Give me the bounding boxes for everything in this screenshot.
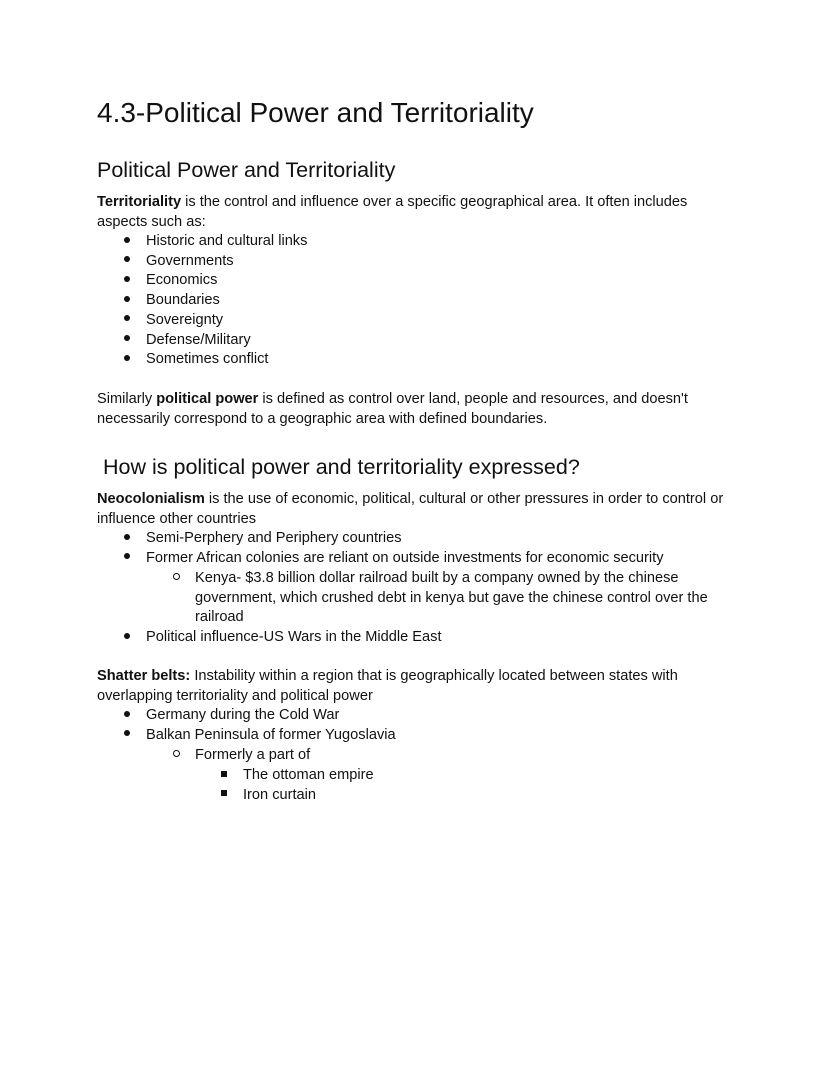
bullet-square-icon [219,786,229,806]
political-power-definition: is defined as control over land, people and resources, and doesn't necessarily correspond to a geographic area with defined boundaries. [97,391,688,427]
yugoslavia-sublist [97,746,727,766]
list-item [97,331,307,351]
page-title: 4.3-Political Power and Territoriality [97,97,534,128]
shatter-belts-term: Shatter belts: [97,668,191,684]
neocolonialism-paragraph [97,490,727,529]
list-item-text: Former African colonies are reliant on outside investments for economic security [146,549,664,566]
bullet-square-icon [219,766,229,786]
list-item-text: Iron curtain [243,786,317,803]
formerly-part-of-sublist [97,766,727,805]
territoriality-term: Territoriality [97,194,182,210]
shatter-belts-definition: Instability within a region that is geographically located between states with overlapping territoriality and political power [97,668,678,704]
list-item-text: Defense/Military [146,331,251,348]
list-item [97,628,727,648]
list-item [97,746,727,766]
list-item [97,549,727,569]
bullet-dot-icon [122,529,132,549]
section-heading-expression: How is political power and territoriality expressed? [103,455,580,479]
list-item [97,569,727,628]
list-item-text: Sometimes conflict [146,351,269,368]
list-item-text: Historic and cultural links [146,233,308,249]
list-item-text: Boundaries [146,292,220,309]
list-item-text: Governments [146,252,234,269]
neocolonialism-definition: is the use of economic, political, cultural or other pressures in order to control or influence other countries [97,491,724,527]
territoriality-paragraph [97,193,727,232]
bullet-dot-icon [122,271,132,291]
political-power-intro: Similarly [97,391,157,407]
bullet-dot-icon [122,350,132,370]
neocolonialism-list-continued [97,628,727,648]
territoriality-aspects-list [97,232,307,370]
list-item [97,291,307,311]
shatter-belts-paragraph [97,667,727,706]
list-item-text: Formerly a part of [195,747,311,763]
bullet-dot-icon [122,331,132,351]
bullet-dot-icon [122,628,132,648]
list-item [97,350,307,370]
bullet-dot-icon [122,706,132,726]
bullet-circle-icon [171,746,181,766]
bullet-circle-icon [171,569,181,589]
neocolonialism-list [97,529,727,568]
list-item [97,706,727,726]
list-item [97,252,307,272]
political-power-paragraph [97,390,727,429]
shatter-belts-list [97,706,727,745]
political-power-term: political power [156,391,259,407]
list-item [97,726,727,746]
list-item-text: Kenya- $3.8 billion dollar railroad built by a company owned by the chinese government, which crushed debt in kenya but gave the chinese control over the railroad [195,570,708,626]
bullet-dot-icon [122,232,132,252]
section-heading-political-power: Political Power and Territoriality [97,158,396,182]
list-item-text: Sovereignty [146,311,224,328]
list-item-text: Germany during the Cold War [146,707,340,723]
list-item-text: Economics [146,272,218,289]
list-item-text: Semi-Perphery and Periphery countries [146,530,402,546]
list-item [97,311,307,331]
bullet-dot-icon [122,252,132,272]
list-item [97,271,307,291]
kenya-sublist [97,569,727,628]
bullet-dot-icon [122,291,132,311]
list-item-text: The ottoman empire [243,767,374,783]
neocolonialism-term: Neocolonialism [97,491,205,507]
bullet-dot-icon [122,311,132,331]
list-item-text: Balkan Peninsula of former Yugoslavia [146,726,396,743]
territoriality-definition: is the control and influence over a specific geographical area. It often includes aspects such as: [97,194,688,230]
list-item [97,786,727,806]
list-item [97,766,727,786]
list-item [97,232,307,252]
list-item [97,529,727,549]
list-item-text: Political influence-US Wars in the Middle East [146,629,442,645]
bullet-dot-icon [122,549,132,569]
bullet-dot-icon [122,726,132,746]
